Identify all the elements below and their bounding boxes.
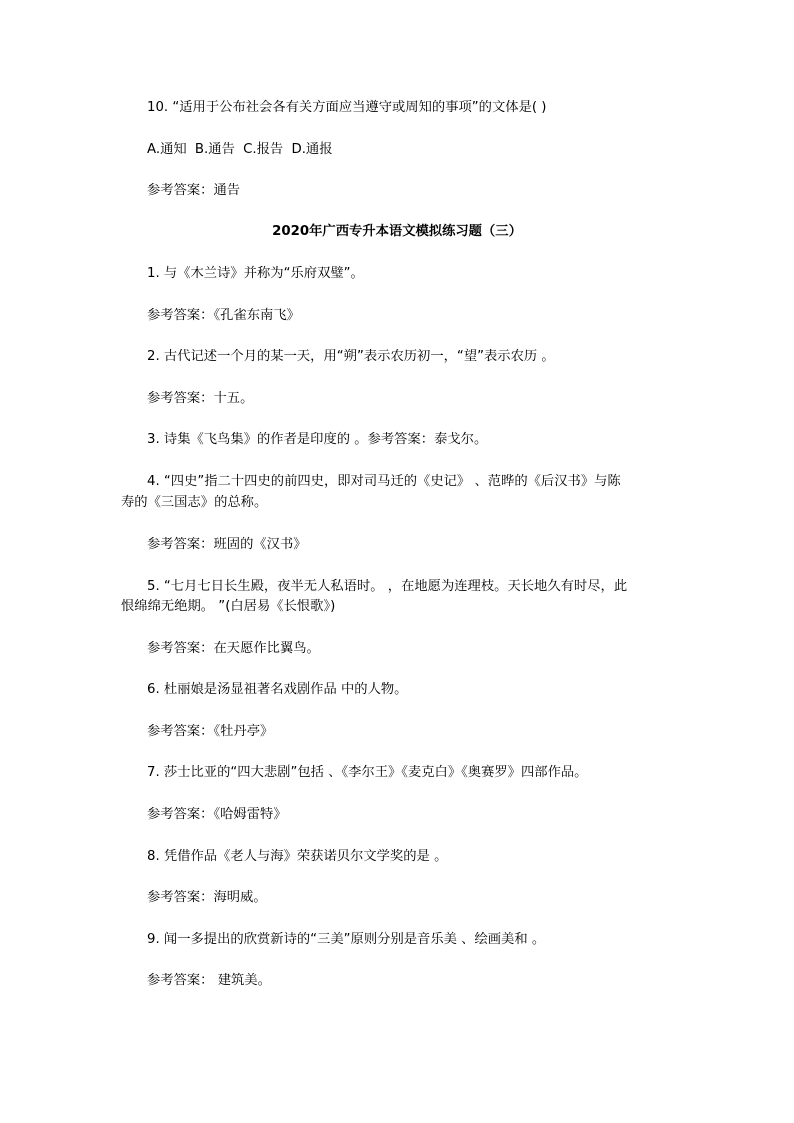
answer-5: 参考答案：在天愿作比翼鸟。 xyxy=(147,641,320,656)
answer-1: 参考答案：《孔雀东南飞》 xyxy=(147,308,300,323)
answer-8: 参考答案：海明威。 xyxy=(147,890,267,905)
question-3: 3. 诗集《飞鸟集》的作者是印度的 。参考答案：泰戈尔。 xyxy=(147,432,488,447)
option-d: D.通报 xyxy=(291,142,333,157)
question-7: 7. 莎士比亚的“四大悲剧”包括 、《李尔王》《麦克白》《奥赛罗》四部作品。 xyxy=(147,765,588,780)
answer-4: 参考答案：班固的《汉书》 xyxy=(147,537,307,552)
question-9: 9. 闻一多提出的欣赏新诗的“三美”原则分别是音乐美 、绘画美和 。 xyxy=(147,932,546,947)
answer-10: 参考答案：通告 xyxy=(147,183,241,198)
question-6: 6. 杜丽娘是汤显祖著名戏剧作品 中的人物。 xyxy=(147,682,408,697)
answer-7: 参考答案：《哈姆雷特》 xyxy=(147,807,287,822)
question-4-line1: 4. “四史”指二十四史的前四史，即对司马迁的《史记》 、范晔的《后汉书》与陈 xyxy=(147,474,621,489)
question-5-line1: 5. “七月七日长生殿，夜半无人私语时。 ，在地愿为连理枝。天长地久有时尽，此 xyxy=(147,579,628,594)
question-10: 10. “适用于公布社会各有关方面应当遵守或周知的事项”的文体是( ) xyxy=(147,100,547,115)
section-title: 2020年广西专升本语文模拟练习题（三） xyxy=(272,224,522,239)
option-a: A.通知 xyxy=(147,142,187,157)
question-2: 2. 古代记述一个月的某一天，用“朔”表示农历初一，“望”表示农历 。 xyxy=(147,349,555,364)
question-1: 1. 与《木兰诗》并称为“乐府双璧”。 xyxy=(147,266,364,281)
option-b: B.通告 xyxy=(194,142,235,157)
question-10-options xyxy=(147,140,333,160)
question-4-line2: 寿的《三国志》的总称。 xyxy=(121,495,268,510)
answer-6: 参考答案：《牡丹亭》 xyxy=(147,724,274,739)
question-5-line2: 恨绵绵无绝期。 ”(白居易《长恨歌》) xyxy=(121,599,336,614)
answer-9: 参考答案： 建筑美。 xyxy=(147,973,271,988)
question-8: 8. 凭借作品《老人与海》荣获诺贝尔文学奖的是 。 xyxy=(147,849,448,864)
option-c: C.报告 xyxy=(243,142,284,157)
answer-2: 参考答案：十五。 xyxy=(147,391,254,406)
